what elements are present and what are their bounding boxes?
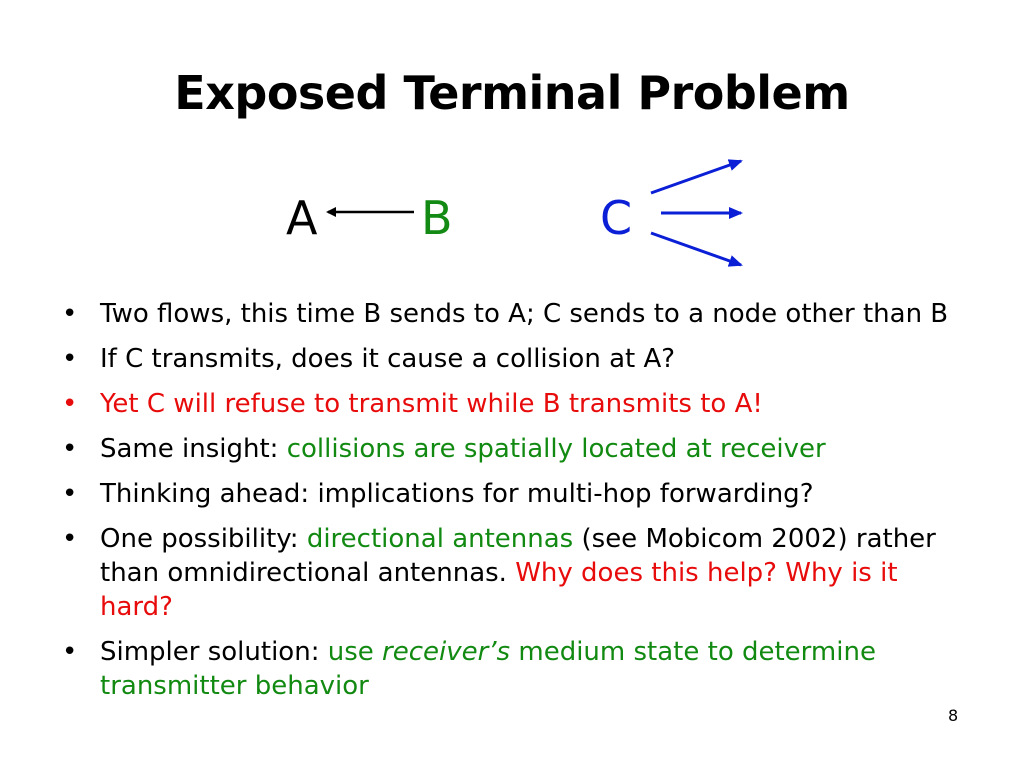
node-b-label: B xyxy=(421,191,453,245)
bullet-text: Two flows, this time B sends to A; C sends to a node other than B xyxy=(100,299,949,329)
bullet-dot: • xyxy=(62,637,78,667)
bullet-item xyxy=(60,342,960,376)
bullet-text-green: medium state to determine transmitter behavior xyxy=(100,637,876,701)
bullet-text: Simpler solution: xyxy=(100,637,328,667)
bullet-dot: • xyxy=(62,524,78,554)
bullet-dot: • xyxy=(62,299,78,329)
bullet-dot: • xyxy=(62,479,78,509)
bullet-item xyxy=(60,432,960,466)
slide-title: Exposed Terminal Problem xyxy=(174,66,850,120)
bullet-item xyxy=(60,635,960,703)
bullet-item xyxy=(60,297,960,331)
bullet-text: One possibility: xyxy=(100,524,307,554)
node-c-label: C xyxy=(600,191,633,245)
bullet-item xyxy=(60,477,960,511)
bullet-dot: • xyxy=(62,434,78,464)
bullet-text-green: directional antennas xyxy=(306,524,574,554)
bullet-list xyxy=(60,297,960,714)
node-a-label: A xyxy=(286,191,318,245)
bullet-text-red: Why does this help? Why is it hard? xyxy=(100,558,898,622)
bullet-item xyxy=(60,522,960,624)
bullet-dot: • xyxy=(62,344,78,374)
arrow-c-down xyxy=(651,233,741,265)
bullet-text-green-italic: receiver’s xyxy=(382,637,511,667)
arrow-c-up xyxy=(651,161,741,193)
bullet-item xyxy=(60,387,960,421)
diagram-arrows xyxy=(0,0,1024,280)
page-number: 8 xyxy=(948,706,959,725)
bullet-text-green: collisions are spatially located at receiver xyxy=(286,434,826,464)
bullet-text-green: use xyxy=(327,637,383,667)
bullet-text: (see Mobicom 2002) rather than omnidirectional antennas. xyxy=(100,524,936,588)
exposed-terminal-diagram xyxy=(0,0,1024,280)
bullet-text: Thinking ahead: implications for multi-hop forwarding? xyxy=(100,479,814,509)
bullet-text: Same insight: xyxy=(100,434,287,464)
bullet-text: If C transmits, does it cause a collision at A? xyxy=(100,344,676,374)
bullet-dot: • xyxy=(62,389,78,419)
bullet-text-red: Yet C will refuse to transmit while B transmits to A! xyxy=(100,389,763,419)
